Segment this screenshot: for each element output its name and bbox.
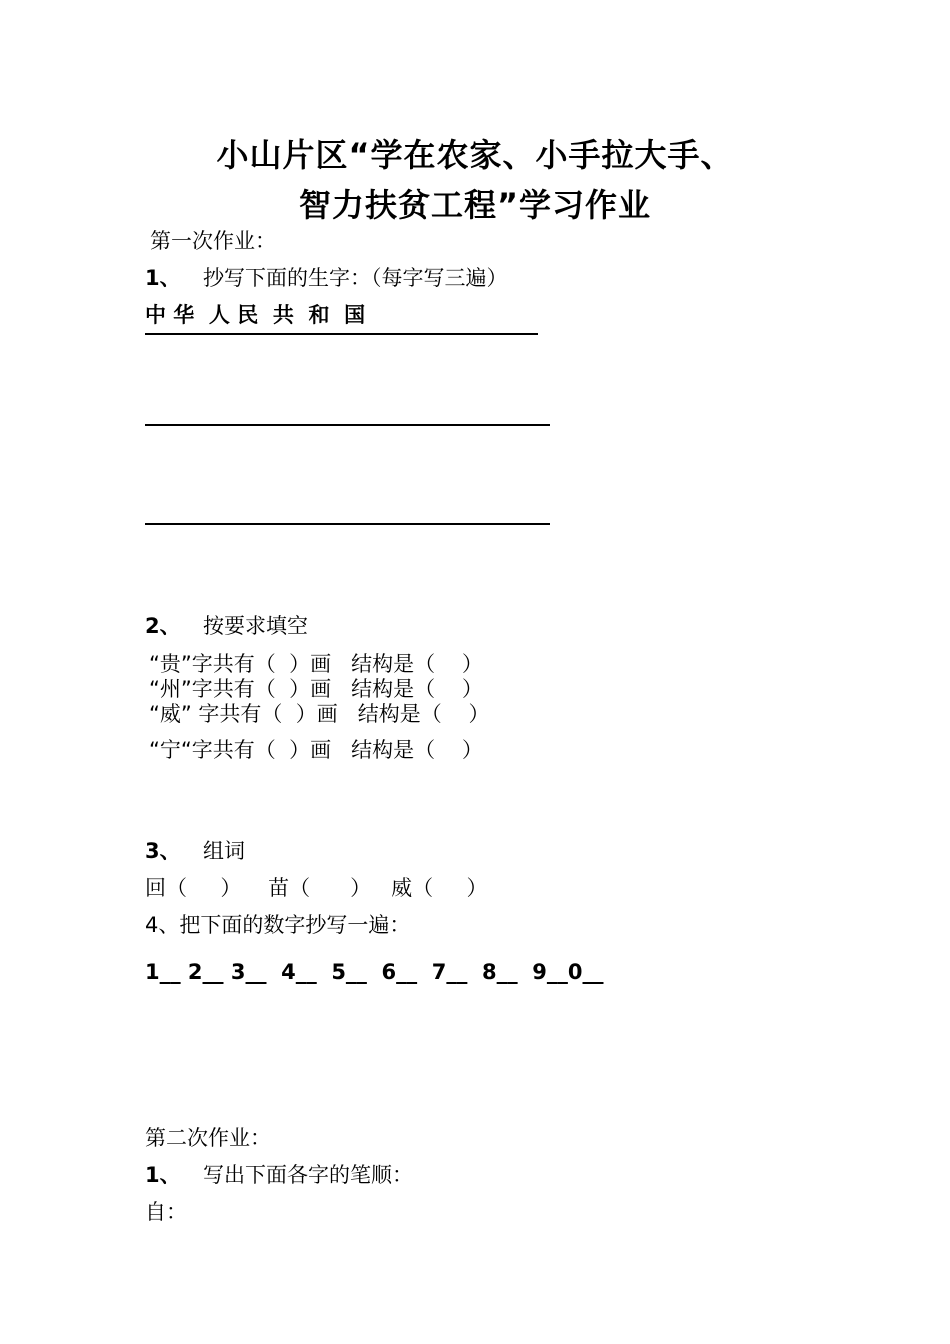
q2-line-1: “贵”字共有（ ）画 结构是（ ） — [149, 652, 483, 676]
q2-line-3: “威” 字共有（ ）画 结构是（ ） — [149, 702, 490, 726]
doc-title-line2: 智力扶贫工程”学习作业 — [298, 186, 652, 224]
q3-word-blanks: 回（ ） 苗（ ） 威（ ） — [145, 876, 488, 900]
q2-number: 2、 — [145, 614, 181, 638]
q2-instruction: 按要求填空 — [203, 614, 308, 638]
hw2-q1-instruction: 写出下面各字的笔顺： — [203, 1163, 413, 1187]
q2-line-4: “宁“字共有（ ）画 结构是（ ） — [149, 738, 483, 762]
copy-line-2 — [145, 424, 550, 426]
copy-line-1 — [145, 333, 538, 335]
q4-instruction: 4、把下面的数字抄写一遍： — [145, 913, 411, 937]
q3-number: 3、 — [145, 839, 181, 863]
hw1-heading: 第一次作业： — [150, 229, 276, 253]
q1-characters: 中 华 人 民 共 和 国 — [145, 303, 366, 327]
doc-title-line1: 小山片区“学在农家、小手拉大手、 — [216, 136, 734, 174]
q4-digits: 1__ 2__ 3__ 4__ 5__ 6__ 7__ 8__ 9__0__ — [145, 960, 604, 984]
q3-instruction: 组词 — [203, 839, 245, 863]
copy-line-3 — [145, 523, 550, 525]
q1-instruction: 抄写下面的生字：（每字写三遍） — [203, 266, 508, 290]
hw2-q1-number: 1、 — [145, 1163, 181, 1187]
hw2-item-zi: 自： — [145, 1200, 187, 1224]
hw2-heading: 第二次作业： — [145, 1126, 271, 1150]
q1-number: 1、 — [145, 266, 181, 290]
q2-line-2: “州”字共有（ ）画 结构是（ ） — [149, 677, 483, 701]
